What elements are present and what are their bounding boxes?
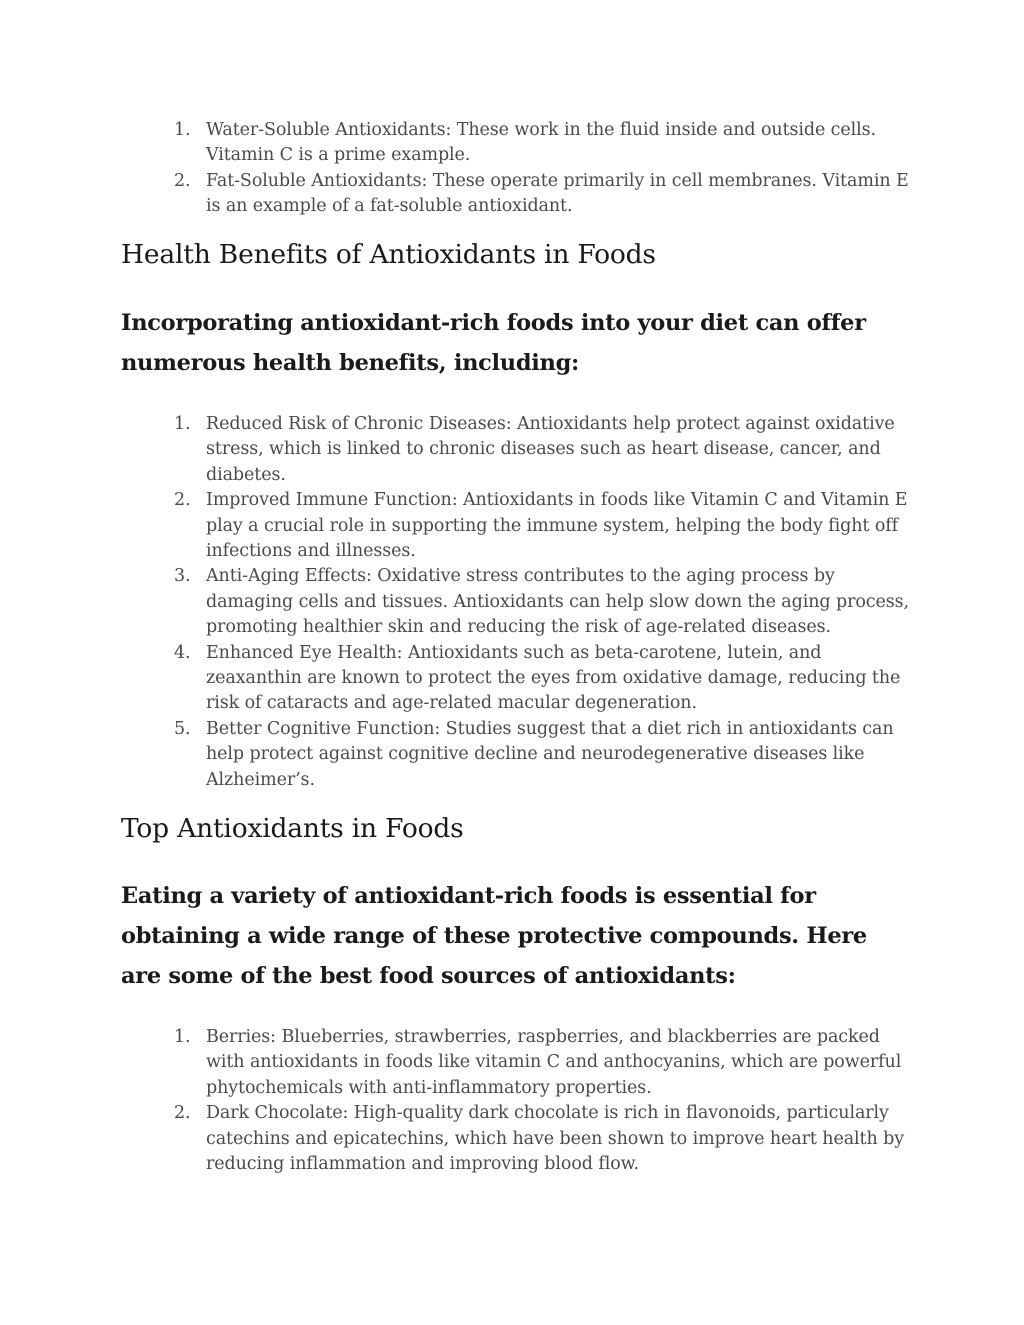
list-item-number: 4. — [174, 642, 191, 663]
list-item-text: Enhanced Eye Health: Antioxidants such as beta-carotene, lutein, and zeaxanthin are known to protect the eyes from oxidative damage, reducing the risk of cataracts and age-related macular degeneration. — [206, 642, 901, 714]
list-item-number: 1. — [174, 414, 191, 434]
list-item-text: Berries: Blueberries, strawberries, raspberries, and blackberries are packed with antioxidants in foods like vitamin C and anthocyanins, which are powerful phytochemicals with anti-inflammatory properties. — [206, 1027, 902, 1098]
list-item — [121, 564, 911, 640]
food-sources-list — [121, 1025, 911, 1177]
section-subheading-top-antioxidants: Eating a variety of antioxidant-rich foods is essential for obtaining a wide range of these protective compounds. Here are some of the best food sources of antioxidants: — [121, 883, 867, 989]
list-item-number: 2. — [174, 170, 191, 191]
antioxidant-types-list — [121, 118, 911, 220]
list-item — [121, 169, 911, 220]
list-item — [121, 717, 911, 793]
list-item-number: 2. — [174, 490, 191, 511]
list-item-text: Dark Chocolate: High-quality dark chocolate is rich in flavonoids, particularly catechins and epicatechins, which have been shown to improve heart health by reducing inflammation and improving blood flow. — [206, 1103, 905, 1175]
list-item — [121, 412, 911, 488]
antioxidant-types-list-container — [121, 118, 911, 220]
section-heading-container — [121, 238, 911, 272]
list-item-text: Fat-Soluble Antioxidants: These operate primarily in cell membranes. Vitamin E is an example of a fat-soluble antioxidant. — [206, 170, 909, 217]
list-item — [121, 1025, 911, 1101]
section-heading-container — [121, 812, 911, 846]
list-item-number: 1. — [174, 1027, 191, 1047]
section-subheading-health-benefits: Incorporating antioxidant-rich foods into your diet can offer numerous health benefits, including: — [121, 310, 866, 376]
health-benefits-list-container — [121, 412, 911, 793]
list-item-text: Anti-Aging Effects: Oxidative stress contributes to the aging process by damaging cells and tissues. Antioxidants can help slow down the aging process, promoting healthier skin and reducing the risk of age-related diseases. — [206, 566, 909, 638]
list-item — [121, 488, 911, 564]
list-item-text: Water-Soluble Antioxidants: These work in the fluid inside and outside cells. Vitamin C is a prime example. — [206, 120, 876, 166]
section-heading-top-antioxidants: Top Antioxidants in Foods — [121, 813, 464, 844]
section-subheading-container — [121, 876, 911, 996]
list-item — [121, 641, 911, 717]
section-heading-health-benefits: Health Benefits of Antioxidants in Foods — [121, 239, 656, 270]
list-item — [121, 118, 911, 169]
list-item-number: 3. — [174, 566, 191, 587]
list-item-text: Improved Immune Function: Antioxidants in foods like Vitamin C and Vitamin E play a crucial role in supporting the immune system, helping the body fight off infections and illnesses. — [206, 490, 908, 562]
health-benefits-list — [121, 412, 911, 793]
list-item-number: 1. — [174, 120, 191, 140]
section-subheading-container — [121, 303, 911, 383]
list-item — [121, 1101, 911, 1177]
list-item-text: Reduced Risk of Chronic Diseases: Antioxidants help protect against oxidative stress, which is linked to chronic diseases such as heart disease, cancer, and diabetes. — [206, 414, 895, 485]
list-item-number: 2. — [174, 1103, 191, 1124]
food-sources-list-container — [121, 1025, 911, 1177]
list-item-text: Better Cognitive Function: Studies suggest that a diet rich in antioxidants can help protect against cognitive decline and neurodegenerative diseases like Alzheimer’s. — [206, 718, 894, 790]
list-item-number: 5. — [174, 718, 191, 739]
